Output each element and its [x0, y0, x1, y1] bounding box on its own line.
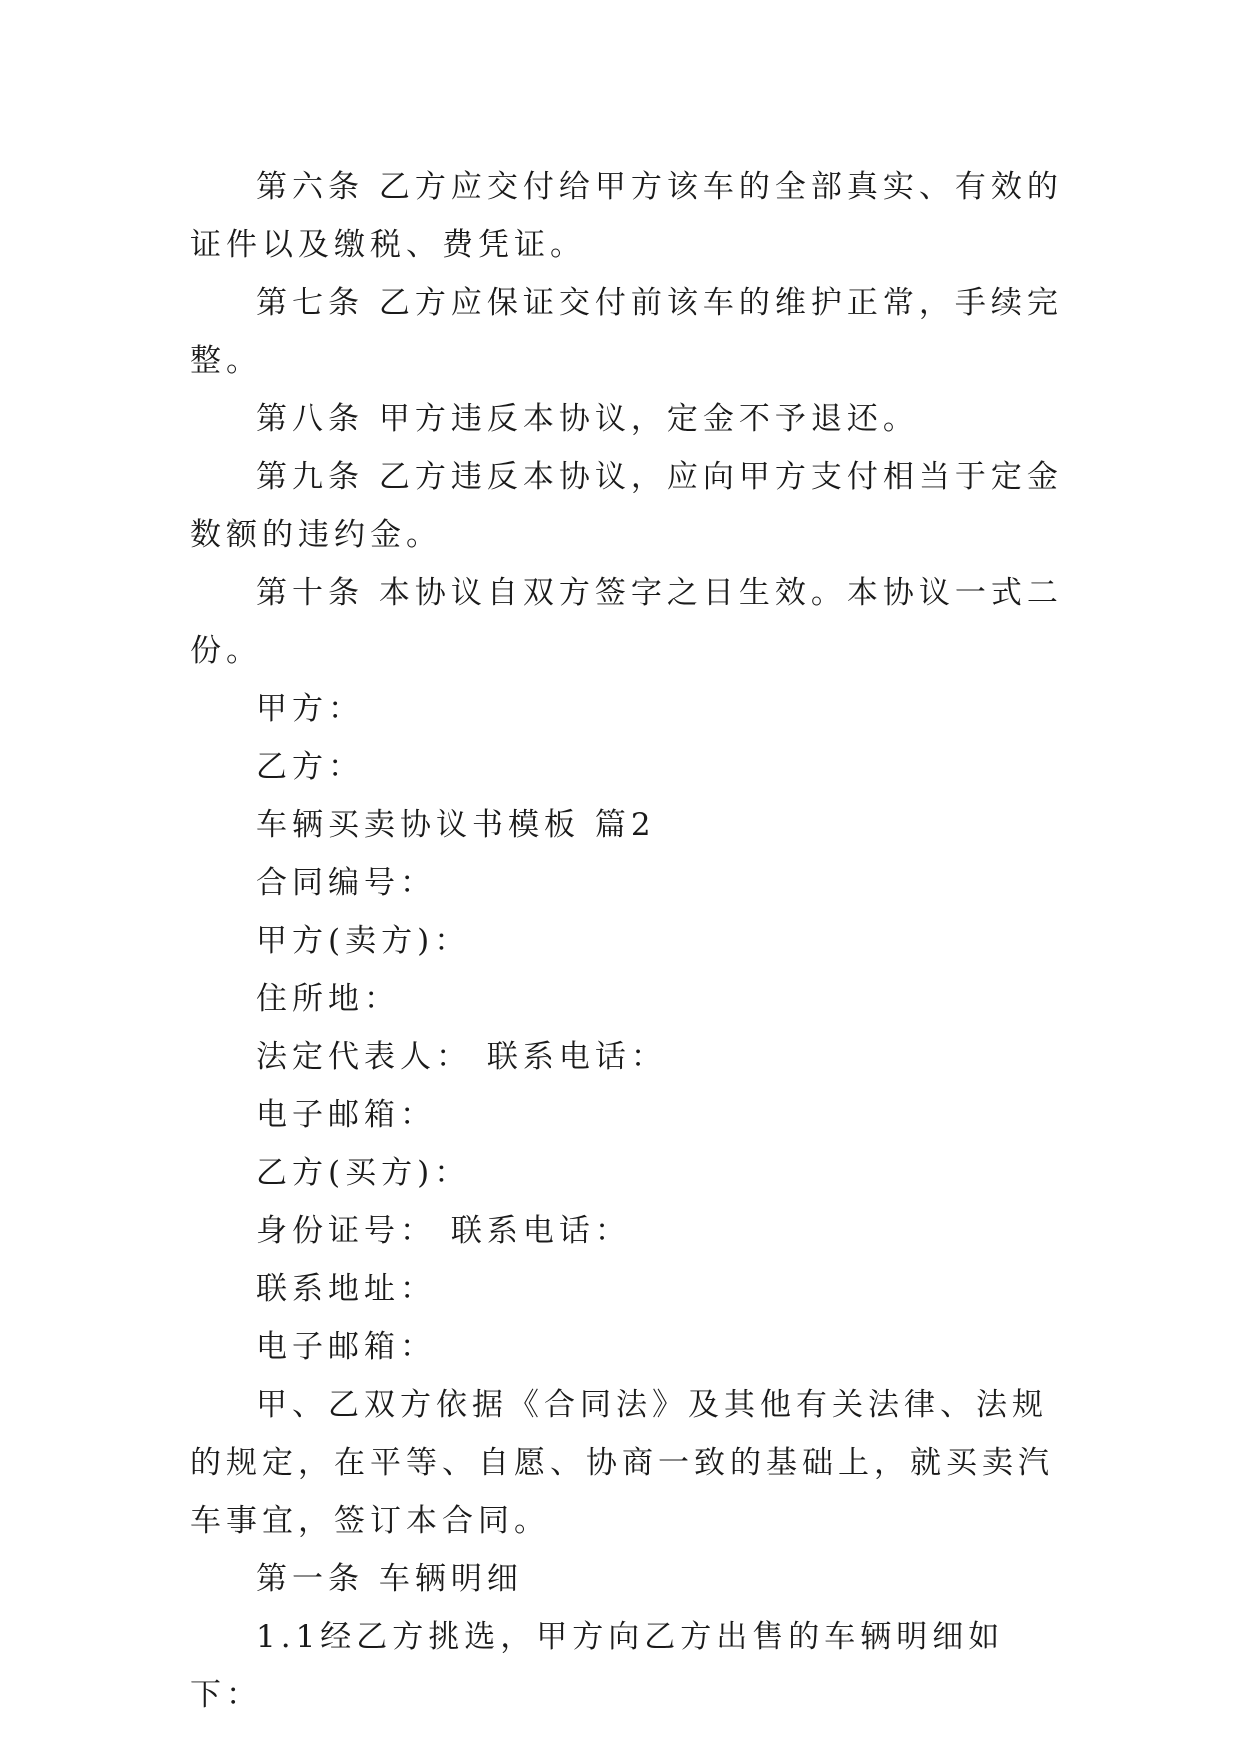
seller-address-field: 住所地： [256, 981, 400, 1017]
article-10: 第十条 本协议自双方签字之日生效。本协议一式二份。 [190, 575, 1063, 669]
article-1-heading: 第一条 车辆明细 [256, 1561, 523, 1597]
party-b-signature-line: 乙方： [256, 749, 364, 785]
article-8: 第八条 甲方违反本协议，定金不予退还。 [256, 401, 919, 437]
preamble: 甲、乙双方依据《合同法》及其他有关法律、法规的规定，在平等、自愿、协商一致的基础上，就买卖汽车事宜，签订本合同。 [190, 1387, 1054, 1539]
buyer-email-field: 电子邮箱： [256, 1329, 436, 1365]
party-a-signature-line: 甲方： [256, 691, 364, 727]
clause-1-1: 1.1经乙方挑选，甲方向乙方出售的车辆明细如下： [190, 1619, 1005, 1713]
seller-email-field: 电子邮箱： [256, 1097, 436, 1133]
buyer-id-field: 身份证号： 联系电话： [256, 1213, 631, 1249]
contract-number-field: 合同编号： [256, 865, 436, 901]
buyer-address-field: 联系地址： [256, 1271, 436, 1307]
article-9: 第九条 乙方违反本协议，应向甲方支付相当于定金数额的违约金。 [190, 459, 1063, 553]
document-body [190, 158, 1070, 1724]
seller-field: 甲方(卖方)： [256, 923, 471, 959]
article-7: 第七条 乙方应保证交付前该车的维护正常，手续完整。 [190, 285, 1063, 379]
buyer-field: 乙方(买方)： [256, 1155, 471, 1191]
article-6: 第六条 乙方应交付给甲方该车的全部真实、有效的证件以及缴税、费凭证。 [190, 169, 1063, 263]
section-heading: 车辆买卖协议书模板 篇2 [256, 807, 656, 843]
seller-representative-field: 法定代表人： 联系电话： [256, 1039, 667, 1075]
